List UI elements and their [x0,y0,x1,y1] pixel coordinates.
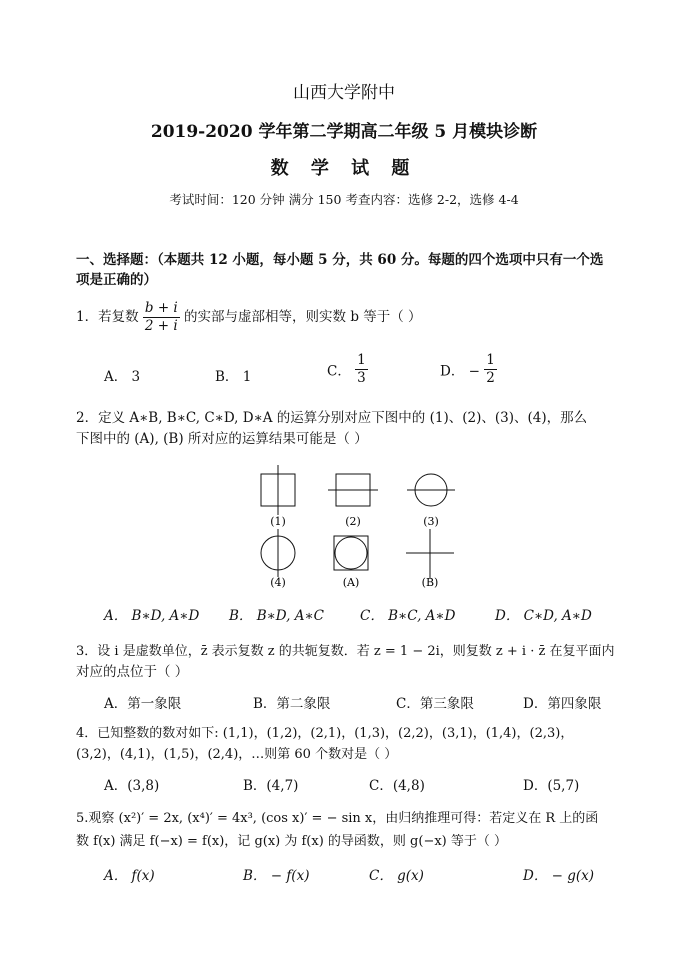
q1-option-c-frac [355,352,368,387]
question-2-line1: 2．定义 A∗B, B∗C, C∗D, D∗A 的运算分别对应下图中的 (1)、(2)、(3)、(4)，那么 [76,410,588,426]
q1-option-b: B． 1 [215,369,252,385]
q3-option-c: C．第三象限 [396,696,474,712]
figure-a [334,536,368,570]
question-4-line2: (3,2)，(4,1)，(1,5)，(2,4)，…则第 60 个数对是（ ） [76,747,398,762]
question-5-line2: 数 f(x) 满足 f(−x) = f(x)，记 g(x) 为 f(x) 的导函数，则 g(−x) 等于（ ） [76,834,508,849]
q1-frac-num: b + i [144,300,178,316]
q3-option-a: A．第一象限 [104,696,182,712]
q5-option-a: A． f(x) [104,868,155,884]
q3-option-d: D．第四象限 [523,696,602,712]
q2-option-a: A． B∗D, A∗D [104,608,200,624]
q1-prefix: 1．若复数 [76,309,139,325]
question-3-line1: 3．设 i 是虚数单位，z̄ 表示复数 z 的共轭复数．若 z = 1 − 2i，则复数 z + i · z̄ 在复平面内 [76,644,615,659]
q4-option-c: C．(4,8) [369,778,425,794]
question-2-line2: 下图中的 (A), (B) 所对应的运算结果可能是（ ） [76,431,368,447]
section-heading-line1: 一、选择题：（本题共 12 小题，每小题 5 分，共 60 分。每题的四个选项中只有一个选 [76,252,604,268]
q1-option-c-num: 1 [357,352,366,368]
school-name: 山西大学附中 [293,83,395,103]
question-1 [76,300,616,335]
q1-option-d [440,352,497,387]
figure-3 [407,474,455,506]
q1-option-c [327,352,368,387]
q1-option-d-den: 2 [486,370,495,386]
q1-option-d-num: 1 [486,352,495,368]
figure-4 [261,529,295,577]
figure-b [406,529,454,578]
subject-title: 数 学 试 题 [270,158,418,179]
exam-title: 2019-2020 学年第二学期高二年级 5 月模块诊断 [150,122,538,142]
q5-option-d: D． − g(x) [523,868,595,884]
exam-info: 考试时间：120 分钟 满分 150 考查内容：选修 2-2，选修 4-4 [169,192,519,207]
question-3-line2: 对应的点位于（ ） [76,664,189,680]
q1-option-d-frac [484,352,497,387]
q5-option-b: B． − f(x) [243,868,310,884]
q1-option-a: A． 3 [104,369,141,385]
q1-option-c-label: C． [327,363,351,380]
q1-option-d-label: D． − [440,363,480,380]
q4-option-d: D．(5,7) [523,778,580,794]
figure-label-2: (2) [345,515,361,528]
q2-option-c: C． B∗C, A∗D [360,608,456,624]
question-5-line1: 5.观察 (x²)′ = 2x, (x⁴)′ = 4x³, (cos x)′ = − sin x，由归纳推理可得：若定义在 R 上的函 [76,811,599,826]
figure-label-b: (B) [421,576,439,589]
q3-option-b: B．第二象限 [253,696,331,712]
q1-frac-den: 2 + i [144,318,178,334]
figure-2 [328,474,378,506]
q1-suffix: 的实部与虚部相等，则实数 b 等于（ ） [184,309,422,325]
operation-figure [240,462,470,592]
figure-label-a: (A) [342,576,360,589]
q1-fraction [143,300,180,335]
q1-option-c-den: 3 [357,370,366,386]
question-4-line1: 4．已知整数的数对如下: (1,1)，(1,2)，(2,1)，(1,3)，(2,2)，(3,1)，(1,4)，(2,3)， [76,726,574,741]
section-heading-line2: 项是正确的） [76,272,157,288]
figure-label-1: (1) [270,515,286,528]
q2-option-b: B． B∗D, A∗C [229,608,324,624]
q4-option-a: A．(3,8) [104,778,160,794]
figure-1 [261,465,295,515]
q2-option-d: D． C∗D, A∗D [495,608,592,624]
figure-label-3: (3) [423,515,439,528]
q5-option-c: C． g(x) [369,868,424,884]
figure-label-4: (4) [270,576,286,589]
q4-option-b: B．(4,7) [243,778,299,794]
